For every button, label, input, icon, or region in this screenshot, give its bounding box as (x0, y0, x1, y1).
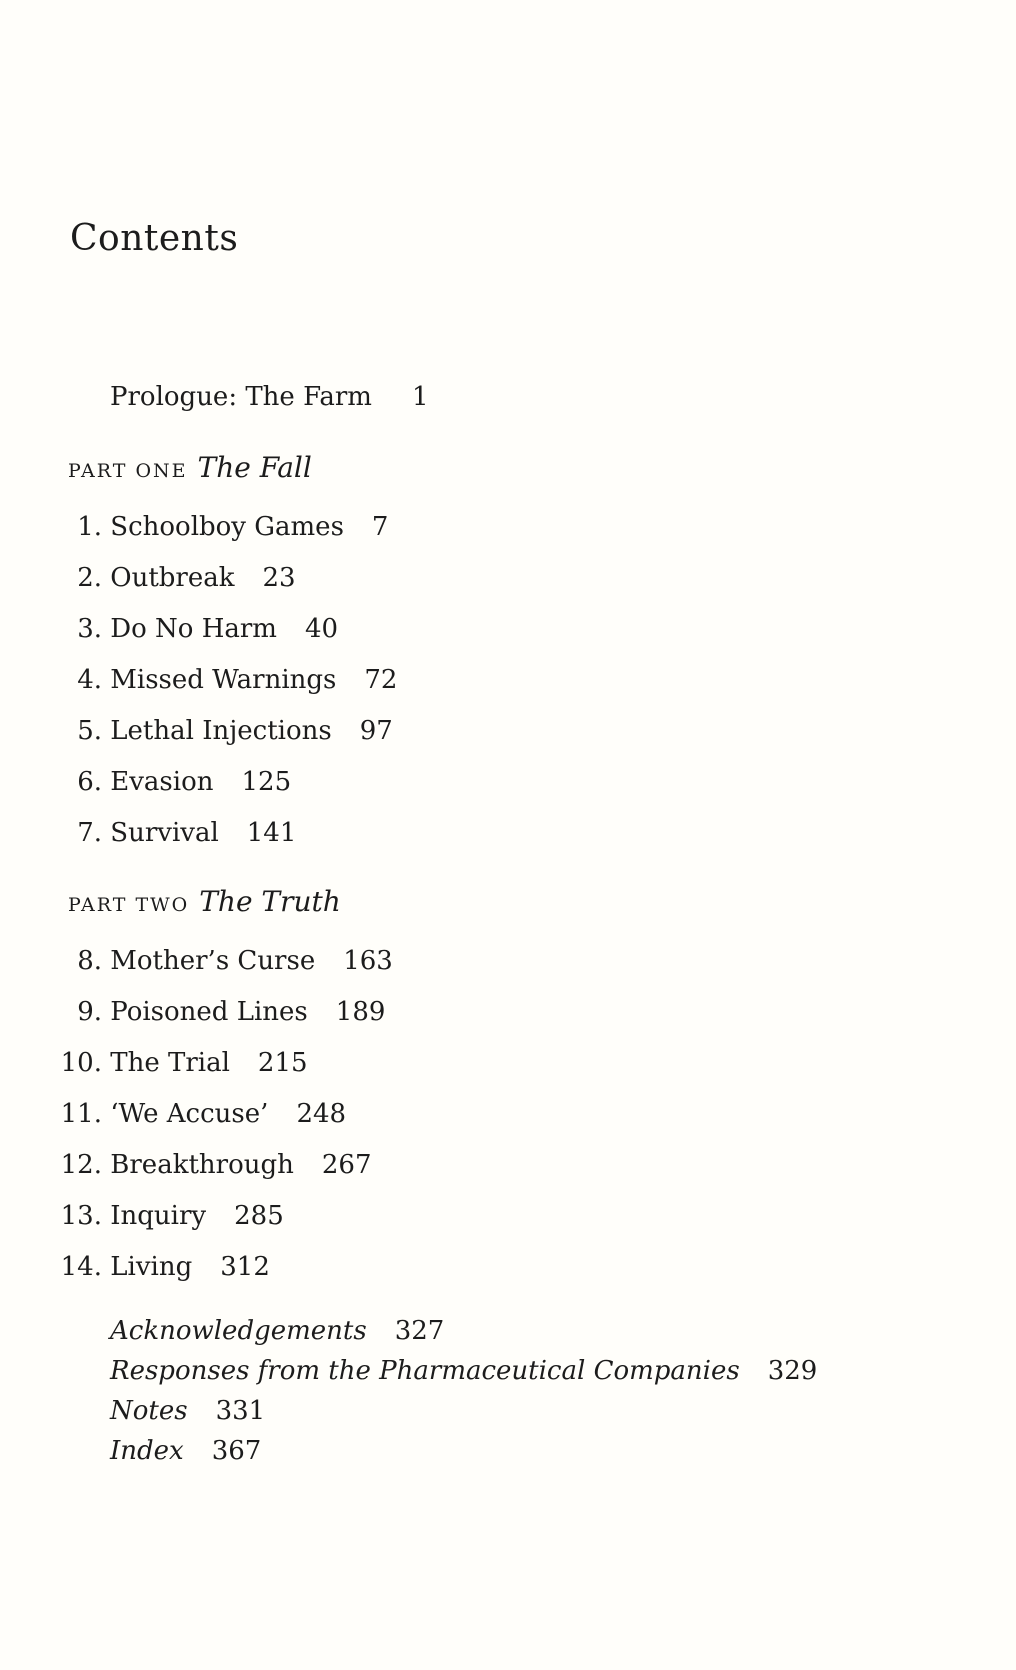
chapter-title: Lethal Injections (110, 716, 332, 746)
chapter-page: 125 (241, 767, 292, 797)
entry-title: Index (110, 1436, 184, 1466)
chapter-title: Outbreak (110, 563, 235, 593)
chapter-page: 215 (257, 1048, 308, 1078)
chapter-title: Poisoned Lines (110, 997, 308, 1027)
chapter-entry (58, 1254, 270, 1280)
chapter-page: 285 (234, 1201, 284, 1231)
chapter-page: 141 (246, 818, 297, 848)
chapter-entry (70, 820, 296, 846)
chapter-entry (58, 1152, 372, 1178)
chapter-page: 72 (364, 665, 398, 695)
chapter-page: 248 (296, 1099, 347, 1129)
chapter-number: 7. (77, 818, 102, 848)
part-label: PART TWO (68, 894, 190, 916)
part-title: The Fall (197, 451, 312, 484)
chapter-number: 2. (77, 563, 102, 593)
chapter-number: 4. (77, 665, 102, 695)
entry-page: 327 (394, 1316, 445, 1346)
chapter-page: 189 (335, 997, 386, 1027)
entry-page: 329 (767, 1356, 818, 1386)
chapter-number: 3. (77, 614, 102, 644)
chapter-number: 1. (77, 512, 102, 542)
chapter-entry (58, 1203, 284, 1229)
chapter-number: 11. (60, 1099, 102, 1129)
chapter-title: Inquiry (110, 1201, 207, 1231)
chapter-entry (70, 948, 393, 974)
entry-page: 331 (215, 1396, 266, 1426)
entry-page: 367 (211, 1436, 262, 1466)
chapter-page: 267 (321, 1150, 372, 1180)
chapter-number: 5. (77, 716, 102, 746)
back-matter-entry (110, 1358, 817, 1384)
chapter-page: 23 (262, 563, 296, 593)
back-matter-entry (110, 1438, 261, 1464)
part-one-heading (68, 451, 312, 484)
chapter-page: 163 (343, 946, 393, 976)
chapter-number: 9. (77, 997, 102, 1027)
chapter-title: Evasion (110, 767, 214, 797)
entry-page: 1 (411, 382, 429, 412)
page-title: Contents (70, 218, 239, 259)
back-matter-entry (110, 1318, 444, 1344)
entry-title: Notes (110, 1396, 188, 1426)
chapter-title: Survival (110, 818, 219, 848)
chapter-entry (70, 718, 393, 744)
chapter-number: 8. (77, 946, 102, 976)
chapter-page: 312 (220, 1252, 270, 1282)
chapter-entry (70, 667, 397, 693)
chapter-title: ‘We Accuse’ (110, 1099, 269, 1129)
chapter-entry (70, 616, 338, 642)
back-matter-entry (110, 1398, 265, 1424)
entry-title: Prologue: The Farm (110, 382, 372, 412)
chapter-title: Do No Harm (110, 614, 277, 644)
entry-title: Acknowledgements (110, 1316, 367, 1346)
chapter-title: The Trial (110, 1048, 230, 1078)
chapter-title: Schoolboy Games (110, 512, 344, 542)
part-two-heading (68, 885, 341, 918)
chapter-title: Mother’s Curse (110, 946, 316, 976)
chapter-entry (70, 999, 385, 1025)
chapter-page: 97 (359, 716, 393, 746)
entry-title: Responses from the Pharmaceutical Companies (110, 1356, 740, 1386)
chapter-number: 6. (77, 767, 102, 797)
chapter-entry (58, 1050, 308, 1076)
chapter-title: Living (110, 1252, 193, 1282)
part-title: The Truth (199, 885, 341, 918)
chapter-title: Breakthrough (110, 1150, 294, 1180)
prologue-entry (110, 384, 429, 410)
chapter-entry (58, 1101, 346, 1127)
chapter-page: 7 (371, 512, 389, 542)
part-label: PART ONE (68, 460, 188, 482)
chapter-entry (70, 514, 388, 540)
chapter-number: 10. (60, 1048, 102, 1078)
chapter-number: 13. (60, 1201, 102, 1231)
chapter-entry (70, 565, 296, 591)
chapter-number: 14. (60, 1252, 102, 1282)
chapter-entry (70, 769, 291, 795)
chapter-number: 12. (60, 1150, 102, 1180)
chapter-title: Missed Warnings (110, 665, 337, 695)
chapter-page: 40 (304, 614, 339, 644)
